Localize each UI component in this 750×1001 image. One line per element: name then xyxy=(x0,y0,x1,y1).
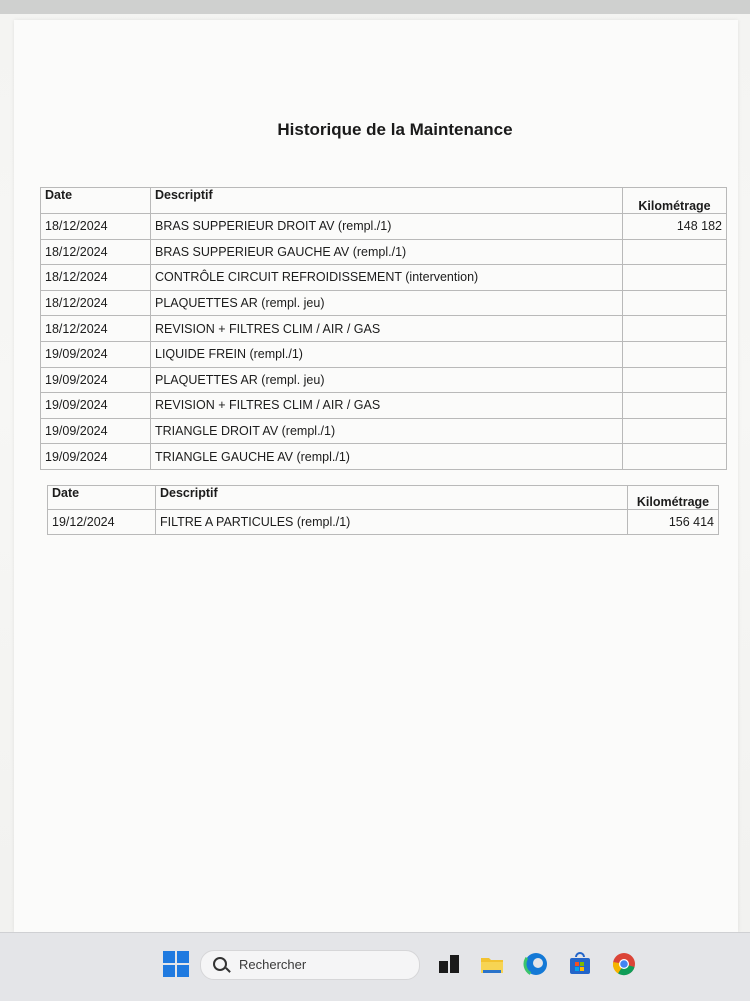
cell-date: 18/12/2024 xyxy=(41,290,151,316)
maintenance-table-2 xyxy=(47,485,719,535)
cell-kilometrage: 156 414 xyxy=(628,510,719,535)
search-icon xyxy=(213,957,227,971)
header-kilometrage: Kilométrage xyxy=(628,486,719,510)
table-row xyxy=(41,341,727,367)
cell-descriptif: REVISION + FILTRES CLIM / AIR / GAS xyxy=(151,316,623,342)
cell-kilometrage xyxy=(623,393,727,419)
cell-descriptif: PLAQUETTES AR (rempl. jeu) xyxy=(151,367,623,393)
cell-descriptif: BRAS SUPPERIEUR DROIT AV (rempl./1) xyxy=(151,214,623,240)
header-descriptif: Descriptif xyxy=(156,486,628,510)
cell-descriptif: LIQUIDE FREIN (rempl./1) xyxy=(151,341,623,367)
cell-kilometrage xyxy=(623,265,727,291)
cell-descriptif: REVISION + FILTRES CLIM / AIR / GAS xyxy=(151,393,623,419)
table-row xyxy=(41,214,727,240)
cell-date: 19/09/2024 xyxy=(41,341,151,367)
store-icon[interactable] xyxy=(567,951,593,977)
table-row xyxy=(41,393,727,419)
cell-date: 18/12/2024 xyxy=(41,265,151,291)
cell-kilometrage xyxy=(623,239,727,265)
document-page xyxy=(14,20,738,932)
cell-kilometrage xyxy=(623,316,727,342)
maintenance-table-1 xyxy=(40,187,727,470)
header-date: Date xyxy=(41,188,151,214)
header-kilometrage: Kilométrage xyxy=(623,188,727,214)
header-descriptif: Descriptif xyxy=(151,188,623,214)
table-header-row xyxy=(48,486,719,510)
cell-date: 18/12/2024 xyxy=(41,316,151,342)
cell-date: 18/12/2024 xyxy=(41,214,151,240)
table-row xyxy=(41,444,727,470)
cell-kilometrage xyxy=(623,444,727,470)
cell-descriptif: FILTRE A PARTICULES (rempl./1) xyxy=(156,510,628,535)
table-row xyxy=(48,510,719,535)
cell-descriptif: TRIANGLE GAUCHE AV (rempl./1) xyxy=(151,444,623,470)
cell-date: 19/09/2024 xyxy=(41,367,151,393)
search-placeholder: Rechercher xyxy=(239,957,307,972)
cell-descriptif: TRIANGLE DROIT AV (rempl./1) xyxy=(151,418,623,444)
table-row xyxy=(41,239,727,265)
cell-date: 18/12/2024 xyxy=(41,239,151,265)
cell-kilometrage: 148 182 xyxy=(623,214,727,240)
table-row xyxy=(41,367,727,393)
taskbar xyxy=(0,932,750,1001)
cell-kilometrage xyxy=(623,367,727,393)
table-row xyxy=(41,418,727,444)
table-header-row xyxy=(41,188,727,214)
file-explorer-icon[interactable] xyxy=(479,951,505,977)
cell-kilometrage xyxy=(623,290,727,316)
table-row xyxy=(41,265,727,291)
header-date: Date xyxy=(48,486,156,510)
cell-kilometrage xyxy=(623,418,727,444)
table-row xyxy=(41,290,727,316)
window-top-strip xyxy=(0,0,750,14)
windows-icon[interactable] xyxy=(163,951,189,977)
cell-descriptif: CONTRÔLE CIRCUIT REFROIDISSEMENT (intervention) xyxy=(151,265,623,291)
task-view-icon[interactable] xyxy=(436,951,462,977)
cell-descriptif: BRAS SUPPERIEUR GAUCHE AV (rempl./1) xyxy=(151,239,623,265)
taskbar-search-box[interactable] xyxy=(200,950,420,980)
cell-date: 19/12/2024 xyxy=(48,510,156,535)
cell-kilometrage xyxy=(623,341,727,367)
chrome-icon[interactable] xyxy=(611,951,637,977)
cell-date: 19/09/2024 xyxy=(41,393,151,419)
page-title: Historique de la Maintenance xyxy=(277,120,513,139)
edge-icon[interactable] xyxy=(523,951,549,977)
table-row xyxy=(41,316,727,342)
cell-descriptif: PLAQUETTES AR (rempl. jeu) xyxy=(151,290,623,316)
cell-date: 19/09/2024 xyxy=(41,418,151,444)
cell-date: 19/09/2024 xyxy=(41,444,151,470)
